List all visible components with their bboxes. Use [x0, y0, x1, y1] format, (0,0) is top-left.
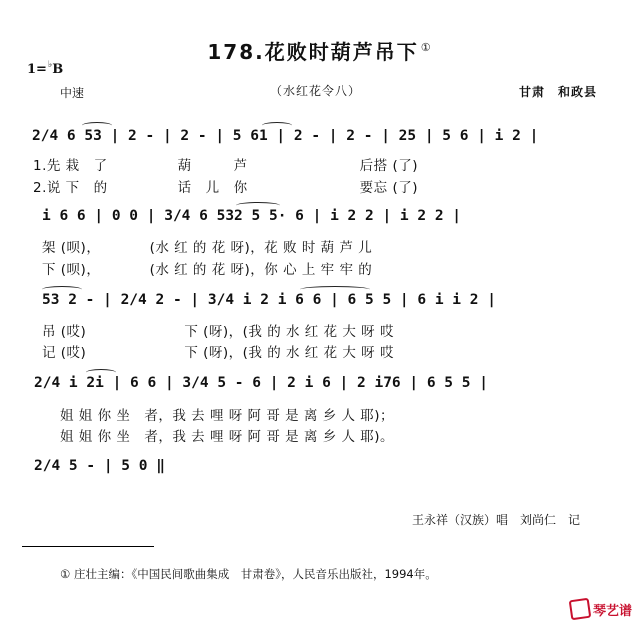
slur	[42, 286, 82, 293]
score-line-2-notes: i 6 6 | 0 0 | 3/4 6 532 5 5· 6 | i 2 2 | i 2 2 |	[42, 208, 462, 224]
slur	[82, 122, 112, 129]
score-line-3-lyric-2: 记 (哎) 下 (呀)，(我 的 水 红 花 大 呀 哎	[42, 345, 394, 361]
flat-sign: ♭	[47, 60, 53, 70]
footnote-divider	[22, 546, 154, 547]
score-line-4-notes: 2/4 i 2i | 6 6 | 3/4 5 - 6 | 2 i 6 | 2 i76 | 6 5 5 |	[34, 375, 488, 391]
score-line-5-notes: 2/4 5 - | 5 0 ‖	[34, 458, 165, 474]
score-line-3-notes: 53 2 - | 2/4 2 - | 3/4 i 2 i 6 6 | 6 5 5 | 6 i i 2 |	[42, 292, 496, 308]
song-title	[0, 36, 640, 65]
slur	[86, 369, 116, 376]
key-signature	[27, 62, 63, 77]
score-line-3-lyric-1: 吊 (哎) 下 (呀)，(我 的 水 红 花 大 呀 哎	[42, 324, 394, 340]
slur	[262, 122, 292, 129]
title-text: 178.花败时葫芦吊下	[207, 40, 419, 64]
score-line-2-lyric-1: 架 (呗)， (水 红 的 花 呀)，花 败 时 葫 芦 儿	[42, 240, 373, 256]
score-line-4-lyric-2: 姐 姐 你 坐 者，我 去 哩 呀 阿 哥 是 离 乡 人 耶)。	[60, 429, 395, 445]
score-line-1-lyric-1: 1.先 栽 了 葫 芦 后搭 (了)	[33, 158, 418, 174]
watermark-logo	[570, 599, 632, 619]
footnote: ① 庄壮主编：《中国民间歌曲集成 甘肃卷》，人民音乐出版社，1994年。	[60, 567, 437, 581]
footnote-mark: ①	[420, 41, 433, 55]
slur	[300, 286, 370, 293]
logo-text: 琴艺谱	[592, 603, 632, 619]
tempo-marking: 中速	[60, 86, 85, 100]
score-line-1-notes: 2/4 6 53 | 2 - | 2 - | 5 61 | 2 - | 2 - | 25 | 5 6 | i 2 |	[32, 128, 539, 144]
logo-icon	[569, 598, 592, 621]
slur	[236, 202, 280, 209]
performer-credit: 王永祥（汉族）唱 刘尚仁 记	[412, 513, 581, 527]
score-line-4-lyric-1: 姐 姐 你 坐 者，我 去 哩 呀 阿 哥 是 离 乡 人 耶)；	[60, 408, 395, 424]
key-note: B	[52, 62, 64, 77]
score-line-2-lyric-2: 下 (呗)， (水 红 的 花 呀)，你 心 上 牢 牢 的	[42, 262, 373, 278]
score-line-1-lyric-2: 2.说 下 的 话 儿 你 要忘 (了)	[33, 180, 418, 196]
song-subtitle: （水红花令八）	[270, 84, 362, 98]
key-prefix: 1=	[27, 62, 47, 77]
region-label: 甘肃 和政县	[519, 85, 598, 99]
